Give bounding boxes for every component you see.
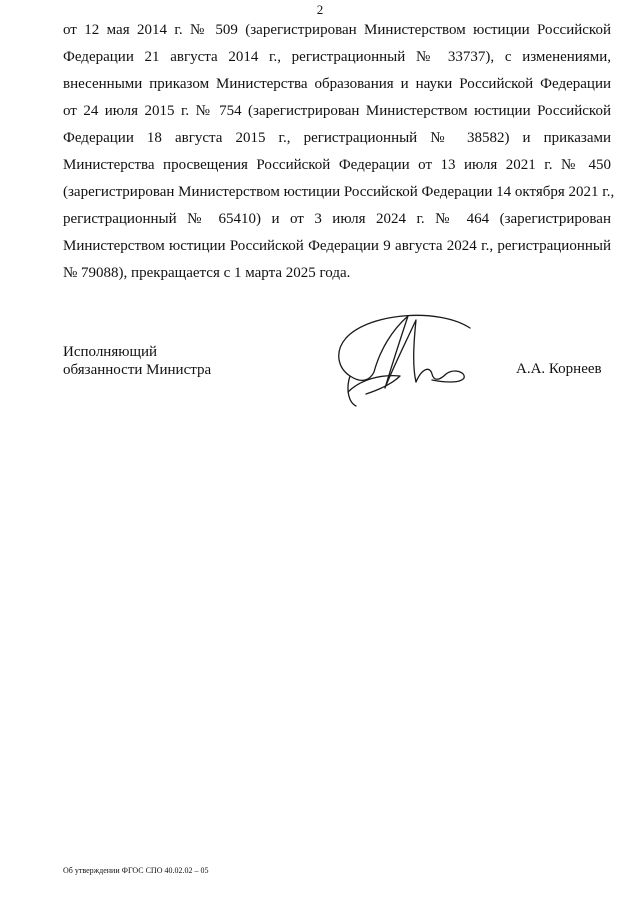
- page-number: 2: [316, 2, 324, 17]
- body-line: Министерством юстиции Российской Федерации 9 августа 2024 г., регистрационный: [63, 238, 611, 254]
- body-line: от 24 июля 2015 г. № 754 (зарегистрирован Министерством юстиции Российской: [63, 103, 611, 119]
- body-line: Федерации 18 августа 2015 г., регистрационный № 38582) и приказами: [63, 130, 611, 146]
- signer-position: [63, 343, 211, 379]
- signature-strokes: [339, 315, 470, 406]
- signer-position-line: обязанности Министра: [63, 362, 212, 378]
- signer-name: А.А. Корнеев: [516, 361, 602, 377]
- footer-document-note: Об утверждении ФГОС СПО 40.02.02 – 05: [63, 866, 209, 875]
- body-line: (зарегистрирован Министерством юстиции Российской Федерации 14 октября 2021 г.,: [63, 184, 615, 200]
- body-line: Министерства просвещения Российской Федерации от 13 июля 2021 г. № 450: [63, 157, 611, 173]
- signer-position-line: Исполняющий: [63, 344, 158, 360]
- body-line: внесенными приказом Министерства образования и науки Российской Федерации: [63, 76, 611, 92]
- handwritten-signature: [330, 310, 475, 410]
- document-body-text: [63, 17, 615, 287]
- signature-tail-stroke: [416, 369, 464, 382]
- body-line: регистрационный № 65410) и от 3 июля 2024 г. № 464 (зарегистрирован: [63, 211, 611, 227]
- body-line: от 12 мая 2014 г. № 509 (зарегистрирован Министерством юстиции Российской: [63, 22, 611, 38]
- body-line: № 79088), прекращается с 1 марта 2025 года.: [63, 265, 351, 281]
- body-line: Федерации 21 августа 2014 г., регистрационный № 33737), с изменениями,: [63, 49, 611, 65]
- signature-underline-stroke: [348, 376, 400, 394]
